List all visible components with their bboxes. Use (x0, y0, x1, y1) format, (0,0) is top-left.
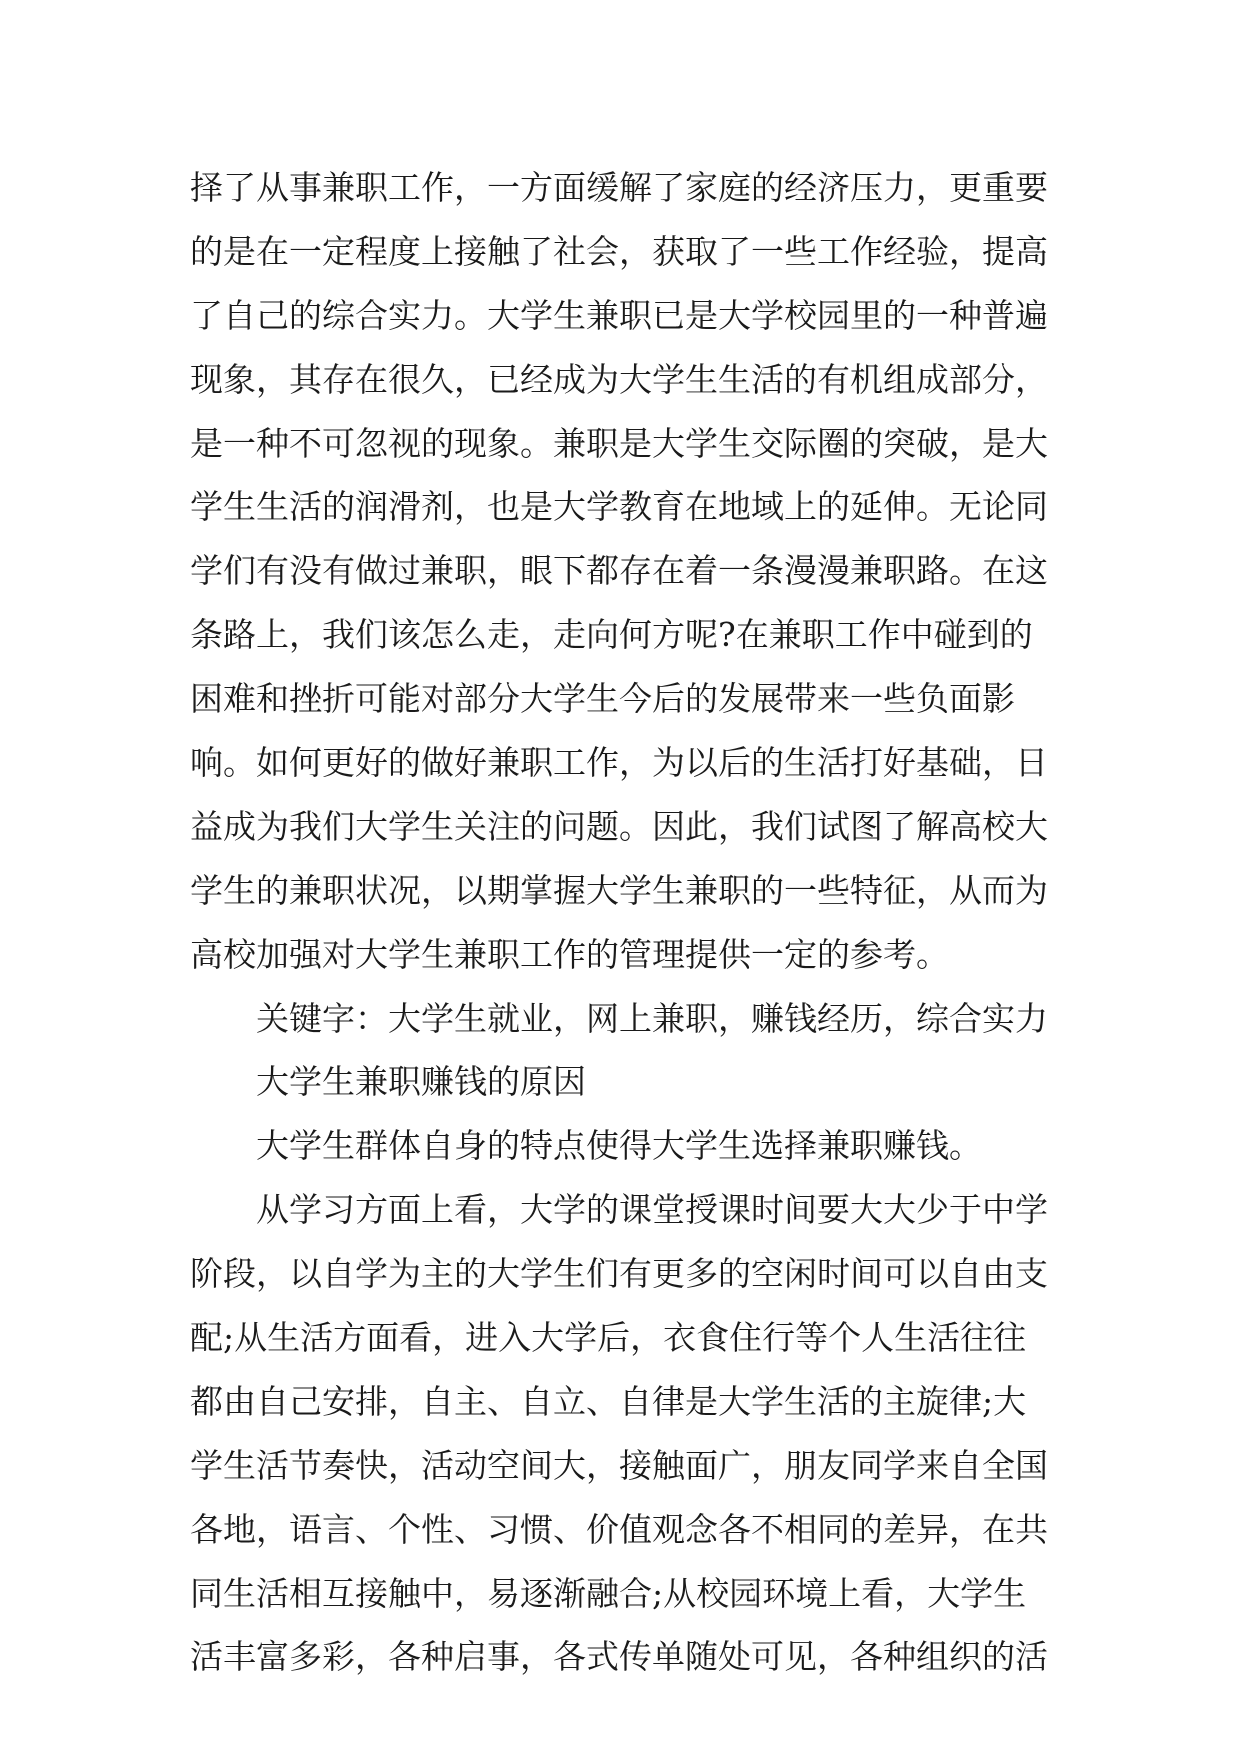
text-line: 都由自己安排，自主、自立、自律是大学生活的主旋律;大 (190, 1381, 1027, 1421)
text-line: 学生的兼职状况，以期掌握大学生兼职的一些特征，从而为 (190, 870, 1048, 910)
text-line: 活丰富多彩，各种启事，各式传单随处可见，各种组织的活 (190, 1637, 1048, 1677)
paragraph-first-line: 从学习方面上看，大学的课堂授课时间要大大少于中学 (256, 1190, 1048, 1230)
text-line: 了自己的综合实力。大学生兼职已是大学校园里的一种普遍 (190, 295, 1048, 335)
paragraph-first-line: 大学生群体自身的特点使得大学生选择兼职赚钱。 (256, 1126, 982, 1166)
text-line: 响。如何更好的做好兼职工作，为以后的生活打好基础，日 (190, 743, 1048, 783)
body-text (190, 156, 1070, 1689)
text-line: 困难和挫折可能对部分大学生今后的发展带来一些负面影 (190, 679, 1015, 719)
text-line: 条路上，我们该怎么走，走向何方呢?在兼职工作中碰到的 (190, 615, 1033, 655)
text-line: 择了从事兼职工作，一方面缓解了家庭的经济压力，更重要 (190, 168, 1048, 207)
text-line: 现象，其存在很久，已经成为大学生生活的有机组成部分， (190, 359, 1048, 399)
section-heading: 大学生兼职赚钱的原因 (256, 1062, 586, 1102)
text-line: 各地，语言、个性、习惯、价值观念各不相同的差异，在共 (190, 1509, 1048, 1549)
keywords-line: 关键字：大学生就业，网上兼职，赚钱经历，综合实力 (256, 998, 1048, 1038)
text-line: 阶段，以自学为主的大学生们有更多的空闲时间可以自由支 (190, 1254, 1048, 1294)
text-line: 的是在一定程度上接触了社会，获取了一些工作经验，提高 (190, 231, 1048, 271)
text-line: 配;从生活方面看，进入大学后，衣食住行等个人生活往往 (190, 1318, 1027, 1358)
text-line: 益成为我们大学生关注的问题。因此，我们试图了解高校大 (190, 806, 1048, 846)
text-line: 高校加强对大学生兼职工作的管理提供一定的参考。 (190, 934, 949, 974)
text-line: 同生活相互接触中，易逐渐融合;从校园环境上看，大学生 (190, 1573, 1027, 1613)
text-line: 学生活节奏快，活动空间大，接触面广，朋友同学来自全国 (190, 1445, 1048, 1485)
text-line: 是一种不可忽视的现象。兼职是大学生交际圈的突破，是大 (190, 423, 1048, 463)
text-line: 学们有没有做过兼职，眼下都存在着一条漫漫兼职路。在这 (190, 551, 1048, 591)
text-line: 学生生活的润滑剂，也是大学教育在地域上的延伸。无论同 (190, 487, 1048, 527)
